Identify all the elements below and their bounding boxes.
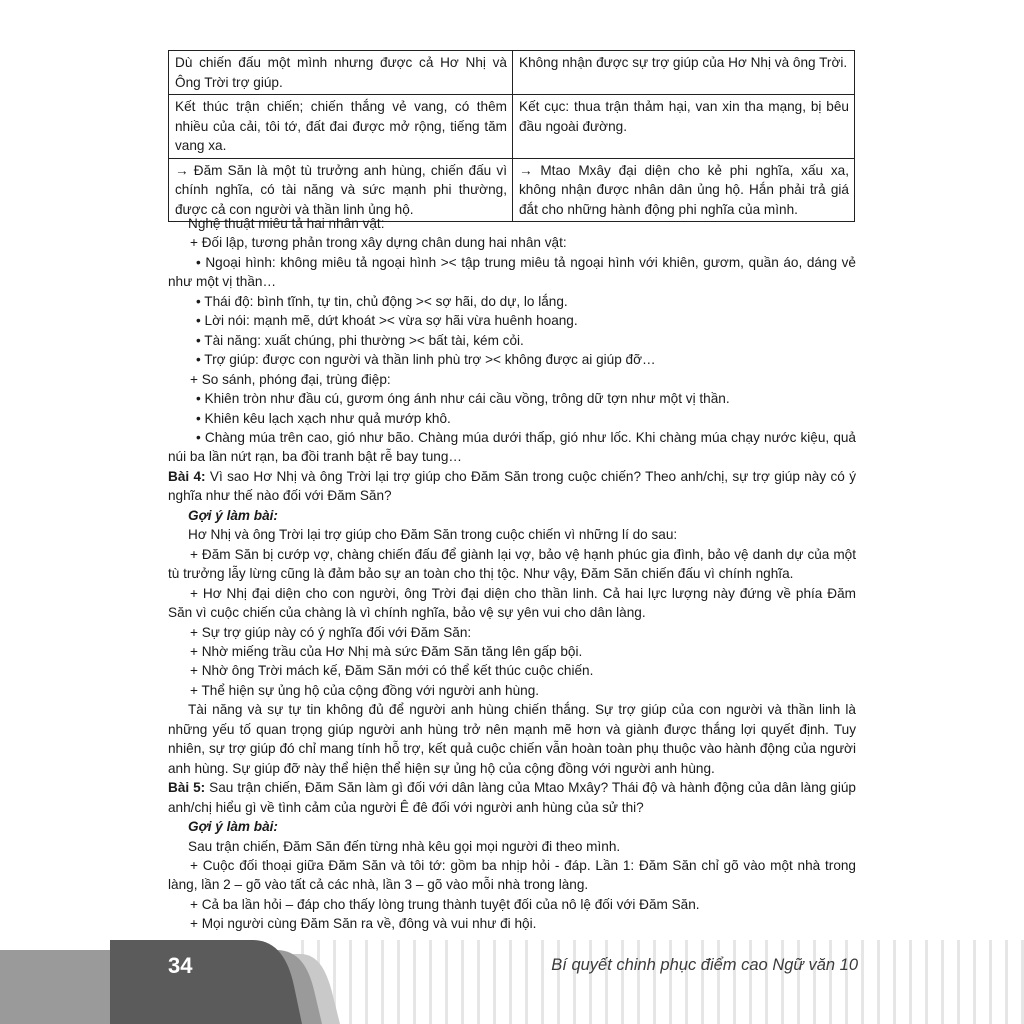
- exercise-5-hint: Gợi ý làm bài:: [188, 819, 278, 835]
- exercise-4-question: [168, 467, 856, 506]
- list-item: • Khiên kêu lạch xạch như quả mướp khô.: [196, 410, 451, 426]
- table-cell-right: Kết cục: thua trận thảm hại, van xin tha mạng, bị bêu đầu ngoài đường.: [513, 95, 855, 159]
- list-item: + Mọi người cùng Đăm Săn ra về, đông và vui như đi hội.: [190, 916, 537, 932]
- list-item: + Sự trợ giúp này có ý nghĩa đối với Đăm Săn:: [190, 624, 472, 640]
- list-item: • Khiên tròn như đầu cú, gươm óng ánh như cái cầu vồng, trông dữ tợn như một vị thần.: [196, 391, 730, 407]
- list-item: + Hơ Nhị đại diện cho con người, ông Trời đại diện cho thần linh. Cả hai lực lượng này đứng về phía Đăm Săn vì cuộc chiến của chàng là vì chính nghĩa, bảo vệ sự yên vui cho dân làng.: [168, 585, 856, 621]
- list-item: • Thái độ: bình tĩnh, tự tin, chủ động >< sợ hãi, do dự, lo lắng.: [196, 293, 568, 309]
- list-item: • Tài năng: xuất chúng, phi thường >< bất tài, kém cỏi.: [196, 332, 524, 348]
- exercise-5-label: Bài 5:: [168, 780, 206, 796]
- list-item: + Cuộc đối thoại giữa Đăm Săn và tôi tớ: gồm ba nhịp hỏi - đáp. Lần 1: Đăm Săn chỉ gõ vào một nhà trong làng, lần 2 – gõ vào tất cả các nhà, lần 3 – gõ vào mỗi nhà trong làng.: [168, 857, 856, 893]
- table-row: [169, 95, 855, 159]
- table-cell-right: → Mtao Mxây đại diện cho kẻ phi nghĩa, xấu xa, không nhận được nhân dân ủng hộ. Hắn phải trả giá đắt cho những hành động phi nghĩa của mình.: [513, 158, 855, 222]
- body-text: [168, 214, 856, 934]
- exercise-4-label: Bài 4:: [168, 468, 206, 484]
- exercise-5-question: [168, 778, 856, 817]
- art-compare-title: + So sánh, phóng đại, trùng điệp:: [190, 371, 391, 387]
- list-item: + Cả ba lần hỏi – đáp cho thấy lòng trung thành tuyệt đối của nô lệ đối với Đăm Săn.: [190, 896, 700, 912]
- exercise-5-intro: Sau trận chiến, Đăm Săn đến từng nhà kêu gọi mọi người đi theo mình.: [188, 838, 621, 854]
- list-item: + Thể hiện sự ủng hộ của cộng đồng với người anh hùng.: [190, 682, 540, 698]
- list-item: • Lời nói: mạnh mẽ, dứt khoát >< vừa sợ hãi vừa huênh hoang.: [196, 313, 578, 329]
- list-item: + Nhờ ông Trời mách kế, Đăm Săn mới có thể kết thúc cuộc chiến.: [190, 663, 594, 679]
- table-row: [169, 158, 855, 222]
- exercise-4-hint: Gợi ý làm bài:: [188, 507, 278, 523]
- footer-stripes: [300, 940, 1024, 1024]
- art-heading: Nghệ thuật miêu tả hai nhân vật:: [188, 216, 385, 231]
- list-item: • Chàng múa trên cao, gió như bão. Chàng múa dưới thấp, gió như lốc. Khi chàng múa chạy nước kiệu, quả núi ba lần nứt rạn, ba đồi tranh bật rễ bay tung…: [168, 429, 856, 465]
- table-cell-right: Không nhận được sự trợ giúp của Hơ Nhị và ông Trời.: [513, 51, 855, 95]
- exercise-5-text: Sau trận chiến, Đăm Săn làm gì đối với dân làng của Mtao Mxây? Thái độ và hành động của dân làng giúp anh/chị hiểu gì về tình cảm của người Ê đê đối với người anh hùng của sử thi?: [168, 780, 856, 815]
- table-cell-left: Kết thúc trận chiến; chiến thắng vẻ vang, có thêm nhiều của cải, tôi tớ, đất đai được mở rộng, tiếng tăm vang xa.: [169, 95, 513, 159]
- exercise-4-intro: Hơ Nhị và ông Trời lại trợ giúp cho Đăm Săn trong cuộc chiến vì những lí do sau:: [188, 527, 678, 543]
- footer-wave-dark: [110, 940, 302, 1024]
- list-item: • Ngoại hình: không miêu tả ngoại hình >< tập trung miêu tả ngoại hình với khiên, gươm, quần áo, dáng vẻ như một vị thần…: [168, 254, 856, 290]
- exercise-4-text: Vì sao Hơ Nhị và ông Trời lại trợ giúp cho Đăm Săn trong cuộc chiến? Theo anh/chị, sự trợ giúp này có ý nghĩa như thế nào đối với Đăm Săn?: [168, 468, 856, 504]
- footer-band: [0, 940, 1024, 1024]
- list-item: + Đăm Săn bị cướp vợ, chàng chiến đấu để giành lại vợ, bảo vệ hạnh phúc gia đình, bảo vệ danh dự của một tù trưởng lẫy lừng cũng là đảm bảo sự an toàn cho thị tộc. Như vậy, Đăm Săn chiến đấu vì chính nghĩa.: [168, 546, 856, 582]
- exercise-4-conclusion: Tài năng và sự tự tin không đủ để người anh hùng chiến thắng. Sự trợ giúp của con người và thần linh là những yếu tố quan trọng giúp người anh hùng trở nên mạnh mẽ hơn và giành được thắng lợi quyết định. Tuy nhiên, sự trợ giúp đó chỉ mang tính hỗ trợ, kết quả cuộc chiến vẫn hoàn toàn phụ thuộc vào hành động của người anh hùng. Sự giúp đỡ này thể hiện thể hiện sự ủng hộ của cộng đồng với người anh hùng.: [168, 702, 856, 776]
- table-cell-left: Dù chiến đấu một mình nhưng được cả Hơ Nhị và Ông Trời trợ giúp.: [169, 51, 513, 95]
- comparison-table: [168, 50, 855, 222]
- list-item: + Nhờ miếng trầu của Hơ Nhị mà sức Đăm Săn tăng lên gấp bội.: [190, 643, 583, 659]
- page-number: 34: [168, 953, 193, 978]
- art-contrast-title: + Đối lập, tương phản trong xây dựng chân dung hai nhân vật:: [190, 235, 567, 251]
- list-item: • Trợ giúp: được con người và thần linh phù trợ >< không được ai giúp đỡ…: [196, 352, 656, 368]
- book-title: Bí quyết chinh phục điểm cao Ngữ văn 10: [551, 956, 858, 974]
- table-row: [169, 51, 855, 95]
- table-cell-left: → Đăm Săn là một tù trưởng anh hùng, chiến đấu vì chính nghĩa, có tài năng và sức mạnh phi thường, được cả con người và thần linh ủng hộ.: [169, 158, 513, 222]
